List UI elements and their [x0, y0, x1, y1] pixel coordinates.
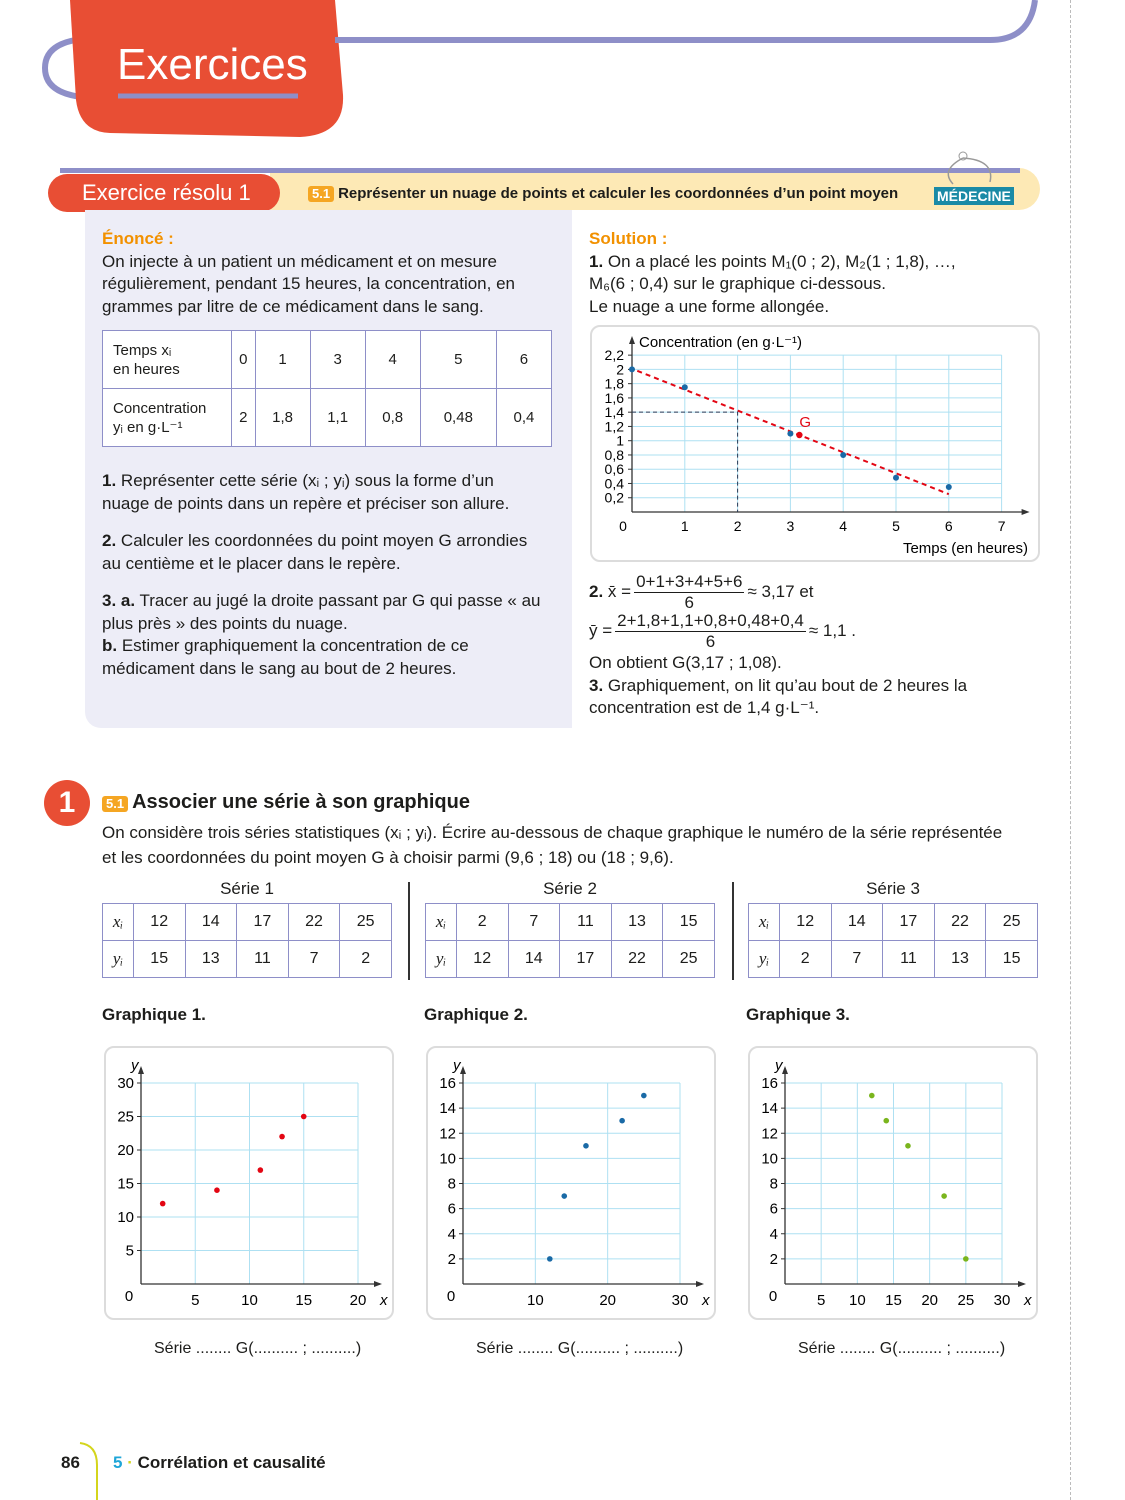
x-axis-arrow — [696, 1281, 704, 1287]
table-cell: 1,8 — [255, 389, 310, 447]
q-text: Représenter cette série (xᵢ ; yᵢ) sous la forme d’un — [120, 471, 494, 490]
enonce-line: grammes par litre de ce médicament dans le sang. — [102, 296, 484, 316]
y-label: yᵢ — [426, 941, 457, 978]
q-text: au centième et le placer dans le repère. — [102, 553, 401, 573]
divider — [732, 882, 734, 980]
x-axis-arrow — [1022, 509, 1030, 515]
y-axis-arrow — [782, 1066, 788, 1074]
q-text: plus près » des points du nuage. — [102, 613, 348, 633]
data-point — [547, 1256, 553, 1262]
table-cell: 17 — [237, 904, 289, 941]
xbar-numerator: 0+1+3+4+5+6 — [636, 572, 743, 591]
sol-text: Graphiquement, on lit qu’au bout de 2 heures la — [607, 675, 968, 695]
x-axis-arrow — [374, 1281, 382, 1287]
ybar-numerator: 2+1,8+1,1+0,8+0,48+0,4 — [617, 611, 804, 630]
table-cell: 12 — [456, 941, 508, 978]
y-tick-label: 10 — [117, 1209, 134, 1226]
data-point — [214, 1187, 220, 1193]
q-text: Calculer les coordonnées du point moyen G arrondies — [120, 531, 528, 550]
table-cell: 22 — [288, 904, 340, 941]
x-tick-label: 10 — [526, 1292, 544, 1309]
enonce-line: On injecte à un patient un médicament et on mesure — [102, 251, 498, 271]
y-tick-label: 2 — [769, 1250, 778, 1268]
data-point — [561, 1193, 567, 1199]
y-tick-label: 4 — [447, 1225, 456, 1243]
x-tick-label: 5 — [816, 1292, 826, 1309]
y-tick-label: 10 — [761, 1150, 778, 1168]
series-table — [748, 903, 1038, 978]
series-table — [102, 903, 392, 978]
enonce-heading: Énoncé : — [102, 229, 174, 248]
table-cell: 14 — [831, 904, 883, 941]
y-tick-label: 8 — [447, 1175, 456, 1193]
graph-box — [104, 1046, 394, 1320]
graph-box — [748, 1046, 1038, 1320]
solution-chart — [592, 327, 1038, 560]
y-tick-label: 16 — [761, 1075, 778, 1092]
y-tick-label: 2 — [447, 1250, 456, 1268]
table-cell: 14 — [185, 904, 237, 941]
x-tick-label: 4 — [839, 518, 848, 534]
q-num: 3. a. — [102, 591, 136, 610]
y-tick-label: 5 — [125, 1242, 134, 1260]
table-cell: 1,1 — [310, 389, 365, 447]
x-tick-label: 0 — [619, 518, 627, 534]
x-tick-label: 15 — [295, 1292, 313, 1309]
y-tick-label: 1,2 — [604, 418, 624, 435]
graph-3 — [750, 1048, 1036, 1318]
table-cell: 25 — [340, 904, 392, 941]
answer-line: Série ........ G(.......... ; ..........) — [798, 1340, 1006, 1357]
series-title: Série 2 — [543, 879, 597, 898]
y-tick-label: 1,8 — [604, 375, 624, 392]
y-tick-label: 0,8 — [604, 446, 624, 463]
data-point — [160, 1201, 166, 1207]
q-text: Estimer graphiquement la concentration de ce — [121, 636, 469, 655]
table-cell: 25 — [986, 904, 1038, 941]
x-axis-label: Temps (en heures) — [902, 540, 1028, 557]
x-tick-label: 30 — [671, 1292, 689, 1309]
data-point — [258, 1167, 264, 1173]
data-point — [893, 475, 899, 481]
solution-chart-box — [590, 325, 1040, 562]
y-axis-label: y — [453, 1057, 461, 1074]
data-point — [840, 452, 846, 458]
sol-text: On obtient G(3,17 ; 1,08). — [589, 653, 782, 672]
origin-label: 0 — [446, 1288, 456, 1305]
table-cell: 2 — [456, 904, 508, 941]
footer-curve — [78, 1440, 108, 1500]
x-label: xᵢ — [103, 904, 134, 941]
x-tick-label: 5 — [191, 1292, 200, 1309]
x-tick-label: 25 — [957, 1292, 975, 1309]
table-cell: 0 — [232, 331, 256, 389]
table-cell: 12 — [133, 904, 185, 941]
q-text: nuage de points dans un repère et préciser son allure. — [102, 493, 510, 513]
data-point — [787, 431, 793, 437]
table-cell: 15 — [663, 904, 715, 941]
series-title: Série 3 — [866, 879, 920, 898]
row-label: yᵢ en g·L⁻¹ — [113, 418, 183, 436]
data-point — [682, 384, 688, 390]
chapter-title: Corrélation et causalité — [137, 1453, 326, 1472]
table-cell: 4 — [365, 331, 420, 389]
section-badge: 5.1 — [308, 186, 334, 202]
data-point — [629, 366, 635, 372]
mean-point — [796, 432, 802, 438]
y-tick-label: 12 — [761, 1125, 778, 1143]
data-point — [583, 1143, 589, 1149]
x-axis-label: x — [1024, 1292, 1032, 1309]
table-cell: 13 — [934, 941, 986, 978]
table-cell: 15 — [133, 941, 185, 978]
x-tick-label: 15 — [885, 1292, 902, 1309]
data-point — [279, 1134, 285, 1140]
y-tick-label: 8 — [769, 1175, 778, 1193]
x-axis-label: x — [702, 1292, 710, 1309]
instruction-line: et les coordonnées du point moyen G à choisir parmi (9,6 ; 18) ou (18 ; 9,6). — [102, 848, 674, 867]
chapter-sep: · — [127, 1453, 133, 1472]
table-cell: 11 — [883, 941, 935, 978]
y-tick-label: 2 — [616, 361, 624, 378]
questions — [102, 470, 562, 680]
y-tick-label: 30 — [117, 1075, 134, 1092]
series-table — [425, 903, 715, 978]
graph-title: Graphique 3. — [746, 1005, 850, 1024]
y-axis-arrow — [460, 1066, 466, 1074]
row-label: Concentration — [113, 399, 207, 417]
q-text: Tracer au jugé la droite passant par G qui passe « au — [139, 591, 541, 610]
sol-num: 2. — [589, 581, 604, 601]
table-cell: 0,48 — [420, 389, 496, 447]
divider — [408, 882, 410, 980]
data-point — [905, 1143, 911, 1149]
resolved-label: Exercice résolu 1 — [48, 174, 280, 212]
y-tick-label: 0,6 — [604, 461, 624, 478]
mean-point-label: G — [799, 413, 812, 431]
graph-2 — [428, 1048, 714, 1318]
data-point — [963, 1256, 969, 1262]
table-cell: 17 — [883, 904, 935, 941]
table-cell: 5 — [420, 331, 496, 389]
q-text: médicament dans le sang au bout de 2 heures. — [102, 658, 457, 678]
graph-title: Graphique 1. — [102, 1005, 206, 1024]
table-cell: 22 — [934, 904, 986, 941]
banner-line — [60, 168, 1020, 173]
exercise-number: 1 — [44, 780, 90, 826]
row-label: Temps xᵢ — [113, 341, 172, 359]
table-cell: 15 — [986, 941, 1038, 978]
chapter-number: 5 — [113, 1453, 123, 1472]
y-axis-label: y — [131, 1057, 139, 1074]
solution-heading: Solution : — [589, 229, 668, 248]
origin-label: 0 — [124, 1288, 134, 1305]
y-tick-label: 4 — [769, 1225, 778, 1243]
y-tick-label: 15 — [117, 1175, 134, 1193]
x-tick-label: 10 — [848, 1292, 866, 1309]
xbar-result: ≈ 3,17 et — [747, 581, 814, 601]
table-cell: 6 — [496, 331, 551, 389]
graph-title: Graphique 2. — [424, 1005, 528, 1024]
y-tick-label: 6 — [447, 1200, 456, 1218]
y-tick-label: 20 — [117, 1142, 134, 1159]
y-axis-arrow — [138, 1066, 144, 1074]
data-point — [883, 1118, 889, 1124]
table-cell: 11 — [560, 904, 612, 941]
x-axis-arrow — [1018, 1281, 1026, 1287]
table-cell: 25 — [663, 941, 715, 978]
x-tick-label: 10 — [241, 1292, 258, 1309]
y-tick-label: 16 — [439, 1075, 456, 1092]
series-title: Série 1 — [220, 879, 274, 898]
y-axis-label: Concentration (en g·L⁻¹) — [639, 334, 802, 351]
y-tick-label: 1,4 — [604, 404, 624, 421]
x-tick-label: 20 — [349, 1292, 367, 1309]
instruction-line: On considère trois séries statistiques (xᵢ ; yᵢ). Écrire au-dessous de chaque graphique le numéro de la série représentée — [102, 823, 1003, 842]
y-label: yᵢ — [103, 941, 134, 978]
y-tick-label: 25 — [117, 1108, 134, 1126]
y-axis-label: y — [775, 1057, 783, 1074]
table-cell: 3 — [310, 331, 365, 389]
answer-line: Série ........ G(.......... ; ..........) — [154, 1340, 362, 1357]
y-tick-label: 1 — [616, 432, 624, 449]
x-tick-label: 20 — [921, 1292, 939, 1309]
y-tick-label: 0,4 — [604, 475, 624, 492]
ybar-result: ≈ 1,1 . — [808, 620, 857, 640]
q-num: 2. — [102, 531, 117, 550]
y-tick-label: 1,6 — [604, 389, 624, 406]
table-cell: 11 — [237, 941, 289, 978]
medecine-tag: MÉDECINE — [934, 187, 1014, 205]
q-num: b. — [102, 636, 118, 655]
enonce-line: régulièrement, pendant 15 heures, la concentration, en — [102, 274, 515, 293]
table-cell: 13 — [185, 941, 237, 978]
x-tick-label: 2 — [733, 518, 742, 534]
margin-line — [1070, 0, 1071, 1500]
data-point — [641, 1093, 647, 1099]
table-cell: 1 — [255, 331, 310, 389]
table-cell: 0,4 — [496, 389, 551, 447]
exercise-title: Associer une série à son graphique — [132, 791, 470, 813]
table-cell: 22 — [611, 941, 663, 978]
data-point — [869, 1093, 875, 1099]
data-point — [619, 1118, 625, 1124]
table-cell: 2 — [232, 389, 256, 447]
x-tick-label: 30 — [993, 1292, 1011, 1309]
y-tick-label: 6 — [769, 1200, 778, 1218]
xbar-denominator: 6 — [684, 593, 694, 612]
x-tick-label: 3 — [786, 518, 795, 534]
table-cell: 12 — [779, 904, 831, 941]
graph-1 — [106, 1048, 392, 1318]
y-tick-label: 14 — [761, 1100, 778, 1118]
data-point — [301, 1114, 307, 1120]
sol-text: On a placé les points M₁(0 ; 2), M₂(1 ; 1,8), …, — [607, 251, 956, 271]
x-label: xᵢ — [749, 904, 780, 941]
table-cell: 17 — [560, 941, 612, 978]
data-point — [946, 484, 952, 490]
table-cell: 2 — [340, 941, 392, 978]
answer-line: Série ........ G(.......... ; ..........) — [476, 1340, 684, 1357]
row-label: en heures — [113, 360, 180, 378]
section-badge: 5.1 — [102, 796, 128, 812]
sol-text: M₆(6 ; 0,4) sur le graphique ci-dessous. — [589, 274, 886, 293]
y-label: yᵢ — [749, 941, 780, 978]
x-axis-label: x — [380, 1292, 388, 1309]
graph-box — [426, 1046, 716, 1320]
page-title: Exercices — [117, 40, 308, 89]
y-tick-label: 10 — [439, 1150, 456, 1168]
y-tick-label: 14 — [439, 1100, 456, 1118]
sol-text: concentration est de 1,4 g·L⁻¹. — [589, 698, 820, 717]
q-num: 1. — [102, 471, 117, 490]
ybar-label: ȳ = — [589, 620, 613, 640]
data-point — [941, 1193, 947, 1199]
sol-num: 3. — [589, 675, 604, 695]
x-tick-label: 6 — [944, 518, 953, 534]
x-tick-label: 1 — [680, 518, 689, 534]
x-label: xᵢ — [426, 904, 457, 941]
xbar-label: x̄ = — [607, 581, 632, 601]
ybar-denominator: 6 — [705, 632, 716, 651]
table-cell: 7 — [831, 941, 883, 978]
table-cell: 13 — [611, 904, 663, 941]
sol-num: 1. — [589, 251, 604, 271]
y-tick-label: 2,2 — [604, 347, 624, 364]
table-cell: 0,8 — [365, 389, 420, 447]
page-number: 86 — [61, 1453, 80, 1472]
y-tick-label: 12 — [439, 1125, 456, 1143]
table-cell: 7 — [288, 941, 340, 978]
y-axis-arrow — [629, 336, 635, 344]
table-cell: 2 — [779, 941, 831, 978]
x-tick-label: 5 — [892, 518, 900, 534]
stethoscope-icon — [935, 150, 1005, 190]
table-cell: 7 — [508, 904, 560, 941]
x-tick-label: 20 — [599, 1292, 617, 1309]
table-cell: 14 — [508, 941, 560, 978]
x-tick-label: 7 — [997, 518, 1006, 534]
resolved-title: Représenter un nuage de points et calculer les coordonnées d’un point moyen — [338, 185, 899, 202]
sol-text: Le nuage a une forme allongée. — [589, 296, 830, 316]
origin-label: 0 — [768, 1288, 778, 1305]
y-tick-label: 0,2 — [604, 489, 624, 506]
enonce-table — [102, 330, 552, 447]
